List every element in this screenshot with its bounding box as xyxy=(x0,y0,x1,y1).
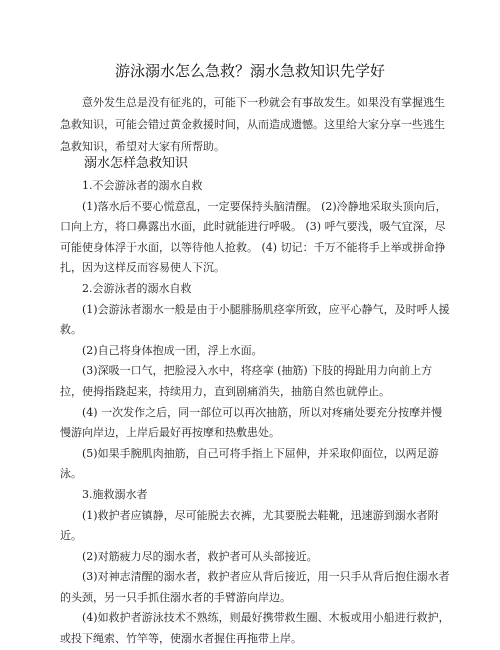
intro-paragraph: 意外发生总是没有征兆的，可能下一秒就会有事故发生。如果没有掌握逃生急救知识，可能会错过黄金救援时间，从而造成遗憾。这里给大家分享一些逃生急救知识，希望对大家有所帮助。 xyxy=(60,96,445,153)
article-title: 游泳溺水怎么急救？溺水急救知识先学好 xyxy=(114,62,385,80)
subheading-swimmer: 2.会游泳者的溺水自救 xyxy=(82,281,192,295)
paragraph-non-swimmer-steps: (1)落水后不要心慌意乱，一定要保持头脑清醒。 (2)冷静地采取头顶向后，口向上方，将口鼻露出水面，此时就能进行呼吸。 (3) 呼气要浅，吸气宜深，尽可能使身体浮于水面，以等待他人抢救。 (4) 切记：千万不能将手上举或拼命挣扎，因为这样反而容易使人下沉。 xyxy=(60,199,447,275)
paragraph-rescue-step-3: (3)对神志清醒的溺水者，救护者应从背后接近，用一只手从背后抱住溺水者的头颈，另一只手抓住溺水者的手臂游向岸边。 xyxy=(60,570,450,604)
paragraph-rescue-step-4: (4)如救护者游泳技术不熟练，则最好携带救生圈、木板或用小船进行救护，或投下绳索、竹竿等，使溺水者握住再拖带上岸。 xyxy=(60,611,450,646)
subheading-rescue: 3.施救溺水者 xyxy=(82,487,148,501)
paragraph-swimmer-step-2: (2)自己将身体抱成一团，浮上水面。 xyxy=(82,343,263,357)
paragraph-swimmer-step-1: (1)会游泳者溺水一般是由于小腿腓肠肌痉挛所致，应平心静气，及时呼人援救。 xyxy=(60,302,450,337)
paragraph-rescue-step-2: (2)对筋疲力尽的溺水者，救护者可从头部接近。 xyxy=(82,549,318,563)
paragraph-swimmer-step-5: (5)如果手腕肌肉抽筋，自己可将手指上下屈伸，并采取仰面位，以两足游泳。 xyxy=(60,446,439,481)
section-heading: 溺水怎样急救知识 xyxy=(84,156,189,171)
paragraph-rescue-step-1: (1)救护者应镇静，尽可能脱去衣裤，尤其要脱去鞋靴，迅速游到溺水者附近。 xyxy=(60,508,439,543)
paragraph-swimmer-step-4: (4) 一次发作之后，同一部位可以再次抽筋，所以对疼痛处要充分按摩并慢慢游向岸边，上岸后最好再按摩和热敷患处。 xyxy=(60,405,443,440)
paragraph-swimmer-step-3: (3)深吸一口气，把脸浸入水中，将痉挛 (抽筋) 下肢的拇趾用力向前上方拉，使拇指跷起来，持续用力，直到剧痛消失，抽筋自然也就停止。 xyxy=(60,364,433,398)
subheading-non-swimmer: 1.不会游泳者的溺水自救 xyxy=(82,179,203,192)
article-body xyxy=(60,176,450,650)
